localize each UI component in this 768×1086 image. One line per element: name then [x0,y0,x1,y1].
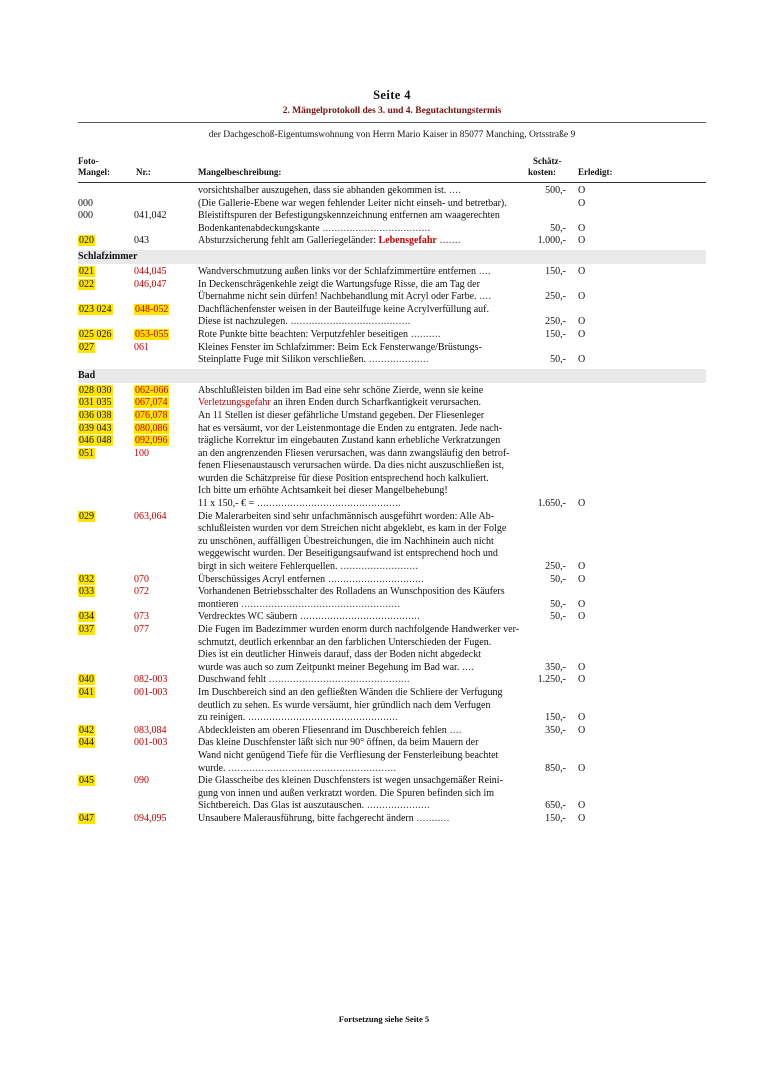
photo-number: 083,084 [134,724,167,736]
page-footer: Fortsetzung siehe Seite 5 [338,1014,430,1024]
done-checkbox[interactable]: O [578,328,586,340]
table-row [78,266,706,279]
defect-description: Überschüssiges Acryl entfernen ................................ [198,573,425,585]
done-checkbox[interactable]: O [578,661,586,673]
section-label: Bad [78,369,96,381]
table-row [78,423,706,436]
table-row [78,435,706,448]
done-checkbox[interactable]: O [578,185,586,196]
defect-description: Verletzungsgefahr an ihren Enden durch Scharfkantigkeit verursachen. [198,397,481,409]
estimated-cost: 250,- [545,291,566,303]
done-checkbox[interactable]: O [578,235,586,247]
document-subtitle: 2. Mängelprotokoll des 3. und 4. Begutachtungstermis [282,106,502,116]
photo-number: 063,064 [134,510,167,522]
done-checkbox[interactable]: O [578,674,586,686]
document-header [78,88,706,140]
defect-number: 047 [79,812,94,824]
estimated-cost: 1.650,- [537,498,566,510]
defect-number: 025 026 [79,328,112,340]
done-checkbox[interactable]: O [578,291,586,303]
defect-description: Verdrecktes WC säubern ........................................ [198,611,421,623]
defect-description: Sichtbereich. Das Glas ist auszutauschen. ..................... [198,800,431,812]
table-row [78,460,706,473]
table-row [78,410,706,423]
photo-number: 070 [134,573,149,585]
table-row [78,304,706,317]
table-row [78,354,706,367]
defect-description: an den angrenzenden Fliesen verursachen, was dann zwangsläufig den betrof- [198,447,510,459]
defect-description: schlußleisten wurden vor dem Streichen nicht abgeklebt, es kam in der Folge [198,523,507,535]
defect-description: gung von innen und außen verkratzt worden. Die Spuren befinden sich im [198,787,495,799]
defect-number: 033 [79,586,94,598]
defect-number: 040 [79,674,94,686]
table-row [78,523,706,536]
defect-description: Wandverschmutzung außen links vor der Schlafzimmertüre entfernen .... [198,265,491,277]
table-row [78,637,706,650]
estimated-cost: 250,- [545,316,566,328]
photo-number: 062-066 [135,384,169,396]
photo-number: 090 [134,775,149,787]
done-checkbox[interactable]: O [578,316,586,328]
defect-description: fenen Fliesenaustausch verursachen würde. Da dies nicht auszuschließen ist, [198,460,505,472]
defect-description: zu unschönen, auffälligen Übestreichungen, die im Nachhinein auch nicht [198,535,494,547]
table-row [78,725,706,738]
estimated-cost: 350,- [545,661,566,673]
defect-number: 022 [79,278,94,290]
table-row [78,624,706,637]
table-row [78,574,706,587]
table-row [78,611,706,624]
done-checkbox[interactable]: O [578,611,586,623]
defect-number: 041 [79,686,94,698]
photo-number: 053-055 [135,328,169,340]
defect-list [78,185,706,826]
defect-description: wurde was auch so zum Zeitpunkt meiner Begehung im Bad war. .... [198,661,475,673]
table-row [78,763,706,776]
defect-description: vorsichtshalber auszugehen, dass sie abhanden gekommen ist. .... [198,185,462,196]
photo-number: 001-003 [134,686,168,698]
defect-number: 042 [79,724,94,736]
defect-number: 027 [79,341,94,353]
estimated-cost: 500,- [545,185,566,196]
done-checkbox[interactable]: O [578,573,586,585]
column-header-description: Mangelbeschreibung: [198,167,282,177]
table-row [78,700,706,713]
estimated-cost: 50,- [550,598,566,610]
defect-number: 000 [78,210,93,222]
defect-description: Die Fugen im Badezimmer wurden enorm durch nachfolgende Handwerker ver- [198,624,520,635]
defect-description: deutlich zu sehen. Es wurde versäumt, hier gründlich nach dem Verfugen [198,699,491,711]
table-row [78,599,706,612]
column-headers [78,156,706,182]
estimated-cost: 1.000,- [537,235,566,247]
defect-description: Unsaubere Malerausführung, bitte fachgerecht ändern ........... [198,812,450,824]
defect-description: montieren ..................................................... [198,598,401,610]
defect-description: Steinplatte Fuge mit Silikon verschließen. .................... [198,354,430,366]
defect-number: 020 [79,235,94,247]
estimated-cost: 50,- [550,354,566,366]
defect-description: wurden die Schätzpreise für diese Position entsprechend hoch kalkuliert. [198,472,489,484]
table-row [78,473,706,486]
table-row [78,511,706,524]
defect-description: Abschlußleisten bilden im Bad eine sehr schöne Zierde, wenn sie keine [198,384,484,396]
done-checkbox[interactable]: O [578,812,586,824]
table-row [78,185,706,198]
table-row [78,316,706,329]
table-row [78,385,706,398]
table-row [78,329,706,342]
section-label: Schlafzimmer [78,250,138,262]
defect-description: birgt in sich weitere Fehlerquellen. .......................... [198,561,419,573]
defect-description: Übernahme nicht sein dürfen! Nachbehandlung mit Acryl oder Farbe. .... [198,291,492,303]
photo-number: 043 [134,235,149,247]
header-divider [78,122,706,123]
table-row [78,788,706,801]
estimated-cost: 150,- [545,265,566,277]
done-checkbox[interactable]: O [578,222,586,234]
defect-number: 028 030 [79,384,112,396]
page-title: Seite 4 [373,88,411,102]
column-header-nr: Nr.: [136,167,151,177]
defect-description: Diese ist nachzulegen. ........................................ [198,316,411,328]
photo-number: 076,078 [135,409,168,421]
defect-description: Abdeckleisten am oberen Fliesenrand im Duschbereich fehlen .... [198,724,462,736]
defect-description: Bodenkantenabdeckungskante .................................... [198,222,431,234]
estimated-cost: 150,- [545,328,566,340]
defect-number: 029 [79,510,94,522]
table-row [78,291,706,304]
done-checkbox[interactable]: O [578,712,586,724]
defect-description: weggewischt wurden. Der Beseitigungsaufwand ist entsprechend hoch und [198,548,498,560]
defect-number: 046 048 [79,435,112,447]
defect-description: Ich bitte um erhöhte Achtsamkeit bei dieser Mangelbehebung! [198,485,448,497]
defect-number: 032 [79,573,94,585]
table-row [78,649,706,662]
defect-number: 000 [78,197,93,209]
defect-description: Im Duschbereich sind an den gefließten Wänden die Schliere der Verfugung [198,686,503,698]
defect-description: Rote Punkte bitte beachten: Verputzfehler beseitigen .......... [198,328,442,340]
defect-number: 021 [79,265,94,277]
estimated-cost: 50,- [550,222,566,234]
table-row [78,712,706,725]
column-header-mangel: Mangel: [78,167,110,177]
section-header [78,250,706,264]
table-row [78,536,706,549]
photo-number: 094,095 [134,812,167,824]
estimated-cost: 50,- [550,611,566,623]
photo-number: 046,047 [134,278,167,290]
table-row [78,674,706,687]
photo-number: 092,096 [135,435,168,447]
defect-number: 023 024 [79,303,112,315]
table-row [78,397,706,410]
defect-description: zu reinigen. .................................................. [198,712,399,724]
photo-number: 073 [134,611,149,623]
done-checkbox[interactable]: O [578,498,586,510]
done-checkbox[interactable]: O [578,762,586,774]
defect-description: Kleines Fenster im Schlafzimmer: Beim Eck Fensterwange/Brüstungs- [198,341,482,353]
defect-number: 034 [79,611,94,623]
photo-number: 061 [134,341,149,353]
table-row [78,279,706,292]
table-row [78,586,706,599]
table-row [78,235,706,248]
defect-description: schmutzt, deutlich erkennbar an den farblichen Unterschieden der Fugen. [198,636,492,648]
column-header-schaetz: Schätz- [533,156,562,166]
done-checkbox[interactable]: O [578,197,586,209]
defect-description: hat es versäumt, vor der Leistenmontage die Enden zu entgraten. Jede nach- [198,422,503,434]
photo-number: 048-052 [135,303,169,315]
section-header [78,369,706,383]
photo-number: 082-003 [134,674,168,686]
defect-number: 044 [79,737,94,749]
defect-description: Dachflächenfenster weisen in der Bauteilfuge keine Acrylverfüllung auf. [198,303,489,315]
defect-number: 051 [79,447,94,459]
done-checkbox[interactable]: O [578,561,586,573]
defect-description: Absturzsicherung fehlt am Galleriegeländer: Lebensgefahr ....... [198,235,461,247]
defect-description: wurde. ........................................................ [198,762,397,774]
table-row [78,198,706,211]
estimated-cost: 150,- [545,712,566,724]
photo-number: 072 [134,586,149,598]
defect-description: An 11 Stellen ist dieser gefährliche Umstand gegeben. Der Fliesenleger [198,409,485,421]
defect-description: Die Malerarbeiten sind sehr unfachmännisch ausgeführt worden: Alle Ab- [198,510,495,522]
estimated-cost: 250,- [545,561,566,573]
owner-line: der Dachgeschoß-Eigentumswohnung von Herrn Mario Kaiser in 85077 Manching, Ortsstraße 9 [208,130,576,140]
defect-description: Die Glasscheibe des kleinen Duschfensters ist wegen unsachgemäßer Reini- [198,775,503,787]
estimated-cost: 350,- [545,724,566,736]
table-row [78,223,706,236]
photo-number: 001-003 [134,737,168,749]
estimated-cost: 650,- [545,800,566,812]
done-checkbox[interactable]: O [578,800,586,812]
defect-description: Das kleine Duschfenster läßt sich nur 90° öffnen, da beim Mauern der [198,737,479,749]
column-header-foto: Foto- [78,156,99,166]
photo-number: 100 [134,447,149,459]
table-row [78,210,706,223]
defect-number: 036 038 [79,409,112,421]
photo-number: 077 [134,624,149,635]
defect-description: Dies ist ein deutlicher Hinweis darauf, dass der Boden nicht abgedeckt [198,649,481,661]
table-row [78,548,706,561]
done-checkbox[interactable]: O [578,265,586,277]
done-checkbox[interactable]: O [578,598,586,610]
table-row [78,687,706,700]
table-row [78,750,706,763]
photo-number: 041,042 [134,210,167,222]
defect-number: 037 [79,624,94,635]
done-checkbox[interactable]: O [578,354,586,366]
defect-description: 11 x 150,- € = ................................................ [198,498,402,510]
column-header-kosten: kosten: [528,167,557,177]
photo-number: 080,086 [135,422,168,434]
estimated-cost: 1.250,- [537,674,566,686]
photo-number: 044,045 [134,265,167,277]
table-row [78,662,706,675]
table-row [78,448,706,461]
defect-description: Bleistiftspuren der Befestigungskennzeichnung entfernen am waagerechten [198,210,500,222]
defect-number: 039 043 [79,422,112,434]
table-row [78,342,706,355]
defect-description: trägliche Korrektur im eingebauten Zustand kann erhebliche Verkratzungen [198,435,501,447]
estimated-cost: 150,- [545,812,566,824]
table-row [78,775,706,788]
table-row [78,498,706,511]
defect-number: 045 [79,775,94,787]
estimated-cost: 850,- [545,762,566,774]
table-row [78,485,706,498]
defect-description: Wand nicht genügend Tiefe für die Verfliesung der Fensterleibung beachtet [198,749,499,761]
table-row [78,737,706,750]
defect-description: Duschwand fehlt ............................................... [198,674,411,686]
defect-description: In Deckenschrägenkehle zeigt die Wartungsfuge Risse, die am Tag der [198,278,480,290]
estimated-cost: 50,- [550,573,566,585]
table-row [78,800,706,813]
column-header-divider [78,182,706,183]
defect-description: (Die Gallerie-Ebene war wegen fehlender Leiter nicht einseh- und betretbar). [198,197,507,209]
defect-description: Vorhandenen Betriebsschalter des Rolladens an Wunschposition des Käufers [198,586,505,598]
column-header-erledigt: Erledigt: [578,167,613,177]
table-row [78,561,706,574]
done-checkbox[interactable]: O [578,724,586,736]
photo-number: 067,074 [135,397,168,409]
defect-number: 031 035 [79,397,112,409]
table-row [78,813,706,826]
